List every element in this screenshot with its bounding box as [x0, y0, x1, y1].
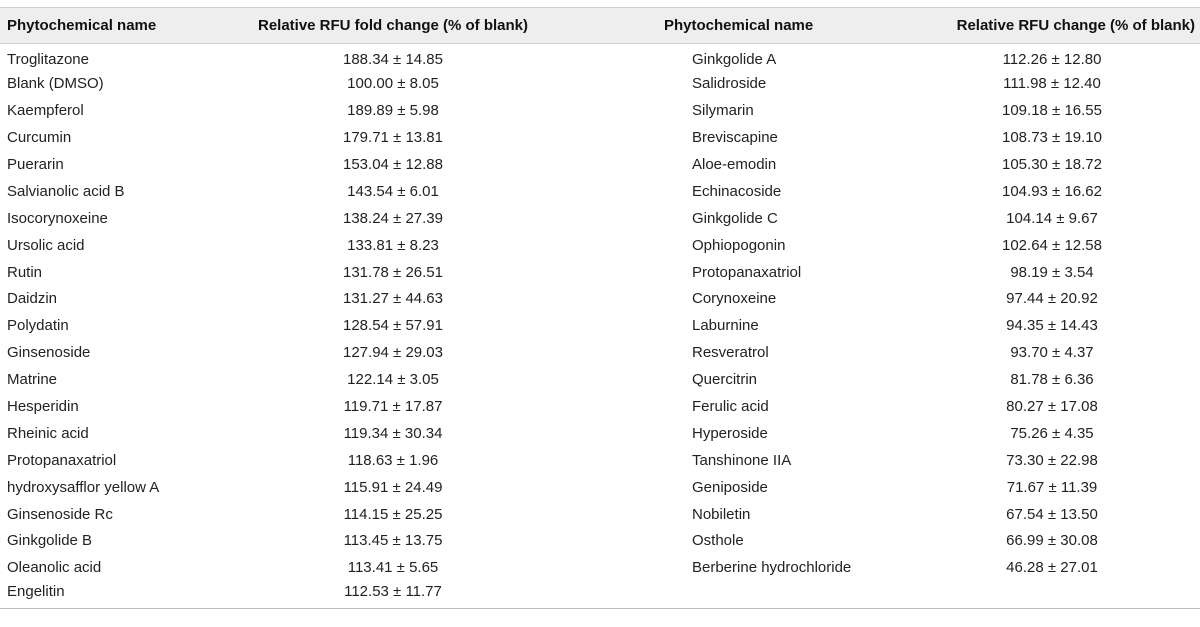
header-row	[0, 8, 1200, 44]
right-value-cell: 66.99 ± 30.08	[1006, 532, 1098, 550]
right-value-cell: 67.54 ± 13.50	[1006, 505, 1098, 523]
left-value-cell: 100.00 ± 8.05	[347, 75, 439, 93]
right-value-cell: 102.64 ± 12.58	[1002, 236, 1102, 254]
left-name-cell: Isocorynoxeine	[7, 209, 108, 227]
left-name-cell: Oleanolic acid	[7, 559, 102, 577]
left-name-cell: Blank (DMSO)	[7, 75, 104, 93]
table-row	[0, 447, 1200, 474]
right-value-cell: 111.98 ± 12.40	[1003, 75, 1101, 93]
spacer-cell	[578, 366, 664, 393]
table-row	[0, 205, 1200, 232]
right-name-cell: Ferulic acid	[692, 398, 769, 416]
left-name-cell: Matrine	[7, 371, 58, 389]
phytochemical-rfu-table	[0, 7, 1200, 609]
right-name-cell: Silymarin	[692, 102, 754, 120]
left-value-cell: 113.45 ± 13.75	[343, 532, 443, 550]
left-name-cell: Salvianolic acid B	[7, 182, 125, 200]
table-row	[0, 501, 1200, 528]
right-name-cell: Ginkgolide C	[692, 209, 778, 227]
right-value-cell: 94.35 ± 14.43	[1006, 317, 1098, 335]
left-name-cell: Ursolic acid	[7, 236, 85, 254]
left-value-cell: 133.81 ± 8.23	[347, 236, 439, 254]
spacer-cell	[578, 393, 664, 420]
left-name-cell: Daidzin	[7, 290, 58, 308]
left-name-cell: Puerarin	[7, 156, 64, 173]
right-value-cell: 104.14 ± 9.67	[1006, 209, 1098, 227]
table-row	[0, 393, 1200, 420]
right-value-cell: 71.67 ± 11.39	[1006, 478, 1098, 496]
left-value-cell: 179.71 ± 13.81	[343, 129, 443, 147]
right-value-cell: 109.18 ± 16.55	[1002, 102, 1102, 120]
spacer-cell	[578, 205, 664, 232]
left-name-cell: Hesperidin	[7, 398, 79, 416]
left-value-cell: 189.89 ± 5.98	[347, 102, 439, 120]
table-row	[0, 286, 1200, 313]
left-value-cell: 128.54 ± 57.91	[343, 317, 443, 335]
right-name-cell: Tanshinone IIA	[692, 451, 792, 469]
spacer-cell	[578, 312, 664, 339]
right-name-cell: Osthole	[692, 532, 744, 550]
table-row	[0, 474, 1200, 501]
left-name-cell: Protopanaxatriol	[7, 451, 117, 469]
left-value-cell: 131.78 ± 26.51	[343, 263, 443, 281]
table-row	[0, 259, 1200, 286]
spacer-cell	[578, 420, 664, 447]
spacer-cell	[578, 178, 664, 205]
spacer-cell	[578, 554, 664, 581]
spacer-cell	[578, 447, 664, 474]
header-left-name: Phytochemical name	[7, 17, 157, 34]
left-name-cell: Rheinic acid	[7, 424, 89, 442]
spacer-cell	[578, 259, 664, 286]
spacer-cell	[578, 528, 664, 555]
left-name-cell: Troglitazone	[7, 50, 89, 68]
spacer-cell	[578, 339, 664, 366]
left-name-cell: hydroxysafflor yellow A	[7, 478, 160, 496]
table-row	[0, 44, 1200, 71]
left-value-cell: 122.14 ± 3.05	[347, 371, 439, 389]
right-value-cell: 81.78 ± 6.36	[1010, 371, 1094, 389]
right-value-cell: 98.19 ± 3.54	[1010, 263, 1094, 281]
right-value-cell: 97.44 ± 20.92	[1006, 290, 1098, 308]
left-name-cell: Engelitin	[7, 583, 65, 600]
left-value-cell: 131.27 ± 44.63	[343, 290, 443, 308]
right-name-cell: Hyperoside	[692, 424, 768, 442]
header-spacer	[578, 8, 664, 44]
right-value-cell: 104.93 ± 16.62	[1002, 182, 1102, 200]
spacer-cell	[578, 286, 664, 313]
spacer-cell	[578, 501, 664, 528]
right-value-cell: 75.26 ± 4.35	[1010, 424, 1094, 442]
left-value-cell: 138.24 ± 27.39	[343, 209, 443, 227]
left-value-cell: 114.15 ± 25.25	[343, 505, 443, 523]
left-name-cell: Polydatin	[7, 317, 69, 335]
right-name-cell: Nobiletin	[692, 505, 751, 523]
left-value-cell: 119.34 ± 30.34	[343, 424, 443, 442]
right-value-cell	[926, 581, 1200, 608]
table-row	[0, 70, 1200, 97]
right-value-cell: 112.26 ± 12.80	[1002, 50, 1102, 68]
left-value-cell: 119.71 ± 17.87	[343, 398, 443, 416]
right-name-cell: Breviscapine	[692, 129, 778, 147]
table-row	[0, 97, 1200, 124]
right-name-cell: Laburnine	[692, 317, 759, 335]
spacer-cell	[578, 474, 664, 501]
right-name-cell: Echinacoside	[692, 182, 782, 200]
left-name-cell: Rutin	[7, 263, 43, 281]
table-row	[0, 366, 1200, 393]
header-right-name: Phytochemical name	[664, 17, 814, 34]
right-name-cell: Aloe-emodin	[692, 156, 777, 173]
spacer-cell	[578, 97, 664, 124]
right-name-cell: Ophiopogonin	[692, 236, 786, 254]
spacer-cell	[578, 70, 664, 97]
spacer-cell	[578, 581, 664, 608]
table-body	[0, 44, 1200, 609]
spacer-cell	[578, 44, 664, 71]
table-row	[0, 151, 1200, 178]
header-left-value: Relative RFU fold change (% of blank)	[257, 17, 529, 34]
left-name-cell: Kaempferol	[7, 102, 84, 120]
spacer-cell	[578, 232, 664, 259]
right-value-cell: 108.73 ± 19.10	[1002, 129, 1102, 147]
left-value-cell: 127.94 ± 29.03	[343, 344, 443, 362]
left-name-cell: Ginsenoside Rc	[7, 505, 113, 523]
left-name-cell: Ginsenoside	[7, 344, 91, 362]
right-name-cell: Geniposide	[692, 478, 768, 496]
right-name-cell: Salidroside	[692, 75, 767, 93]
header-right-value: Relative RFU change (% of blank)	[956, 17, 1195, 34]
right-value-cell: 46.28 ± 27.01	[1006, 559, 1098, 577]
table-row	[0, 124, 1200, 151]
left-value-cell: 188.34 ± 14.85	[343, 50, 443, 68]
right-name-cell: Ginkgolide A	[692, 50, 777, 68]
table-row	[0, 232, 1200, 259]
right-name-cell: Quercitrin	[692, 371, 758, 389]
right-value-cell: 93.70 ± 4.37	[1010, 344, 1094, 362]
left-value-cell: 143.54 ± 6.01	[347, 182, 439, 200]
left-value-cell: 118.63 ± 1.96	[347, 451, 439, 469]
left-value-cell: 153.04 ± 12.88	[343, 156, 443, 173]
right-name-cell: Corynoxeine	[692, 290, 777, 308]
right-value-cell: 80.27 ± 17.08	[1006, 398, 1098, 416]
right-name-cell: Resveratrol	[692, 344, 769, 362]
right-name-cell: Protopanaxatriol	[692, 263, 802, 281]
left-value-cell: 115.91 ± 24.49	[343, 478, 443, 496]
table-header	[0, 8, 1200, 44]
table-row	[0, 178, 1200, 205]
left-name-cell: Curcumin	[7, 129, 72, 147]
right-value-cell: 73.30 ± 22.98	[1006, 451, 1098, 469]
table-row	[0, 420, 1200, 447]
results-table-container	[0, 7, 1200, 609]
table-row	[0, 528, 1200, 555]
left-name-cell: Ginkgolide B	[7, 532, 93, 550]
table-row	[0, 581, 1200, 608]
left-value-cell: 113.41 ± 5.65	[347, 559, 439, 577]
right-name-cell: Berberine hydrochloride	[692, 559, 852, 577]
right-value-cell: 105.30 ± 18.72	[1002, 156, 1102, 173]
spacer-cell	[578, 124, 664, 151]
spacer-cell	[578, 151, 664, 178]
table-row	[0, 554, 1200, 581]
table-row	[0, 339, 1200, 366]
right-name-cell	[664, 581, 926, 608]
table-row	[0, 312, 1200, 339]
left-value-cell: 112.53 ± 11.77	[344, 583, 442, 600]
